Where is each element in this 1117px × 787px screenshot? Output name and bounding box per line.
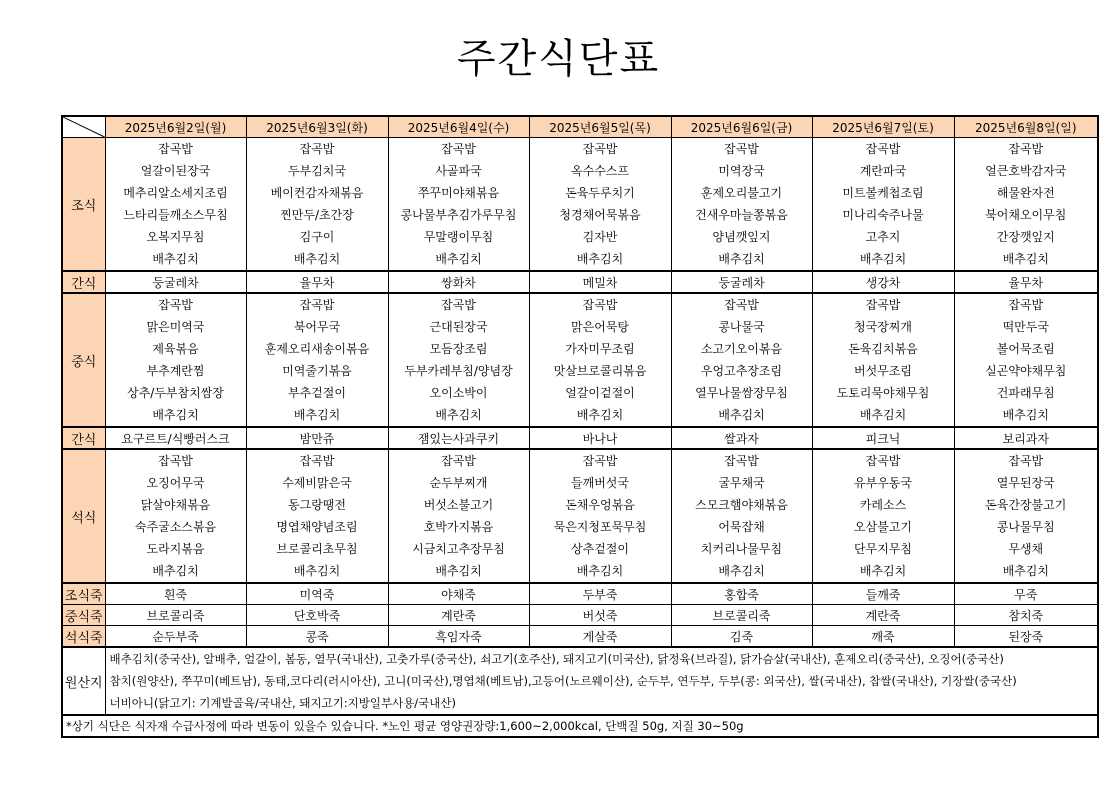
menu-item: 배추김치	[718, 408, 765, 422]
date-header: 2025년6월4일(수)	[388, 116, 529, 138]
menu-item: 오이소박이	[429, 386, 488, 400]
menu-item: 쌀과자	[671, 427, 812, 449]
menu-item: 옥수수스프	[571, 164, 629, 178]
menu-item: 메추리알소세지조림	[123, 186, 228, 200]
menu-item: 미트볼케첩조림	[842, 186, 924, 200]
menu-item: 배추김치	[435, 252, 482, 266]
menu-item: 쭈꾸미야채볶음	[417, 186, 500, 200]
row-label: 간식	[62, 271, 105, 293]
menu-item: 돈육김치볶음	[848, 342, 918, 356]
weekly-menu-table	[61, 115, 1099, 738]
menu-item: 잡곡밥	[1008, 142, 1044, 156]
menu-item: 율무차	[954, 271, 1098, 293]
menu-item: 배추김치	[859, 564, 907, 578]
menu-item: 근대된장국	[429, 320, 488, 334]
menu-item: 잡곡밥	[441, 142, 476, 156]
menu-item: 배추김치	[576, 408, 624, 422]
menu-item: 계란파국	[859, 164, 907, 178]
menu-item: 배추김치	[152, 252, 199, 266]
menu-item: 시금치고추장무침	[412, 542, 505, 556]
menu-item: 도라지볶음	[146, 542, 205, 556]
menu-item: 우엉고추장조림	[700, 364, 783, 378]
menu-item: 간장깻잎지	[996, 230, 1055, 244]
menu-item: 잡곡밥	[441, 454, 476, 468]
day-menu-cell	[812, 293, 954, 427]
menu-item: 오징어무국	[146, 476, 205, 490]
menu-item: 베이컨감자채볶음	[270, 186, 364, 200]
meal-label: 석식	[62, 449, 105, 583]
menu-item: 배추김치	[576, 252, 624, 266]
day-menu-cell	[954, 138, 1098, 272]
menu-item: 볼어묵조림	[996, 342, 1055, 356]
menu-item: 얼갈이된장국	[140, 164, 211, 178]
menu-item: 잡곡밥	[1008, 454, 1044, 468]
origin-label: 원산지	[62, 647, 105, 715]
day-menu-cell	[388, 293, 529, 427]
menu-item: 쌍화차	[388, 271, 529, 293]
day-menu-cell	[671, 293, 812, 427]
header-row	[62, 116, 1098, 138]
date-header: 2025년6월2일(월)	[105, 116, 246, 138]
footnote: *상기 식단은 식자재 수급사정에 따라 변동이 있을수 있습니다. *노인 평균 영양권장량:1,600~2,000kcal, 단백질 50g, 지질 30~50g	[62, 715, 1098, 737]
menu-item: 순두부찌개	[429, 476, 488, 490]
menu-item: 콩나물무침	[996, 520, 1055, 534]
menu-item: 잡곡밥	[865, 454, 901, 468]
menu-item: 건파래무침	[996, 386, 1055, 400]
menu-item: 콩나물국	[718, 320, 765, 334]
menu-item: 버섯죽	[529, 605, 671, 626]
menu-item: 미나리숙주나물	[842, 208, 924, 222]
menu-item: 묵은지청포묵무침	[553, 520, 647, 534]
origin-text	[105, 647, 1098, 715]
menu-item: 두부김치국	[288, 164, 346, 178]
menu-item: 상추겉절이	[571, 542, 629, 556]
menu-item: 열무된장국	[996, 476, 1055, 490]
meal-row-breakfast	[62, 138, 1098, 272]
menu-item: 찐만두/초간장	[280, 208, 354, 222]
corner-cell	[62, 116, 105, 138]
menu-item: 수제비맑은국	[282, 476, 352, 490]
menu-item: 버섯무조림	[854, 364, 912, 378]
menu-item: 참치죽	[954, 605, 1098, 626]
menu-item: 브로콜리죽	[671, 605, 812, 626]
menu-item: 잡곡밥	[158, 298, 193, 312]
diagonal-line-icon	[63, 117, 105, 137]
day-menu-cell	[246, 293, 388, 427]
menu-item: 소고기오이볶음	[700, 342, 783, 356]
menu-item: 보리과자	[954, 427, 1098, 449]
menu-item: 맛살브로콜리볶음	[553, 364, 647, 378]
menu-item: 떡만두국	[1002, 320, 1049, 334]
menu-item: 맑은미역국	[146, 320, 205, 334]
menu-item: 미역죽	[246, 583, 388, 605]
day-menu-cell	[529, 449, 671, 583]
page-title: 주간식단표	[456, 36, 661, 82]
menu-item: 요구르트/식빵러스크	[105, 427, 246, 449]
menu-item: 양념깻잎지	[712, 230, 771, 244]
date-header: 2025년6월7일(토)	[812, 116, 954, 138]
menu-item: 실곤약야채무침	[985, 364, 1067, 378]
menu-item: 배추김치	[1002, 408, 1049, 422]
day-menu-cell	[105, 138, 246, 272]
menu-item: 도토리묵야채무침	[836, 386, 930, 400]
menu-item: 제육볶음	[152, 342, 199, 356]
menu-item: 잡곡밥	[724, 298, 759, 312]
menu-item: 사골파국	[435, 164, 482, 178]
meal-row-dinner	[62, 449, 1098, 583]
menu-item: 상추/두부참치쌈장	[127, 386, 224, 400]
menu-item: 무생채	[1008, 542, 1044, 556]
menu-item: 콩나물부추김가루무침	[400, 208, 517, 222]
menu-item: 모듬장조림	[429, 342, 488, 356]
menu-item: 버섯소불고기	[423, 498, 494, 512]
menu-item: 잡곡밥	[299, 298, 335, 312]
menu-item: 잡곡밥	[158, 454, 193, 468]
origin-line: 배추김치(중국산), 알배추, 얼갈이, 봄동, 열무(국내산), 고춧가루(중국산), 쇠고기(호주산), 돼지고기(미국산), 닭정육(브라질), 닭가슴살(국내산), 훈제오리(중국산), 오징어(중국산)	[109, 652, 1004, 666]
day-menu-cell	[954, 293, 1098, 427]
menu-item: 열무나물쌈장무침	[695, 386, 788, 400]
menu-item: 얼큰호박감자국	[985, 164, 1067, 178]
menu-item: 맑은어묵탕	[571, 320, 629, 334]
menu-item: 두부카레부침/양념장	[404, 364, 513, 378]
menu-item: 순두부죽	[105, 626, 246, 648]
menu-item: 호박가지볶음	[423, 520, 494, 534]
menu-item: 게살죽	[529, 626, 671, 648]
menu-item: 브로콜리죽	[105, 605, 246, 626]
menu-item: 미역줄기볶음	[282, 364, 352, 378]
menu-item: 훈제오리불고기	[700, 186, 783, 200]
menu-item: 잼있는사과쿠키	[388, 427, 529, 449]
menu-item: 흑임자죽	[388, 626, 529, 648]
day-menu-cell	[105, 293, 246, 427]
menu-item: 부추겉절이	[288, 386, 346, 400]
menu-item: 잡곡밥	[158, 142, 193, 156]
day-menu-cell	[812, 449, 954, 583]
menu-item: 배추김치	[293, 564, 341, 578]
day-menu-cell	[105, 449, 246, 583]
menu-item: 계란죽	[388, 605, 529, 626]
menu-item: 둥굴레차	[105, 271, 246, 293]
menu-item: 배추김치	[435, 408, 482, 422]
menu-item: 유부우동국	[854, 476, 912, 490]
menu-item: 돈채우엉볶음	[565, 498, 635, 512]
menu-item: 홍합죽	[671, 583, 812, 605]
menu-item: 배추김치	[1002, 252, 1049, 266]
menu-item: 청경채어묵볶음	[559, 208, 641, 222]
origin-line: 너비아니(닭고기: 기계발골육/국내산, 돼지고기:지방일부사용/국내산)	[109, 696, 456, 710]
menu-item: 부추계란찜	[146, 364, 205, 378]
menu-item: 가자미무조림	[565, 342, 635, 356]
menu-item: 고추지	[865, 230, 901, 244]
menu-item: 단호박죽	[246, 605, 388, 626]
menu-item: 잡곡밥	[299, 454, 335, 468]
menu-item: 배추김치	[1002, 564, 1049, 578]
menu-item: 두부죽	[529, 583, 671, 605]
row-porridge_breakfast	[62, 583, 1098, 605]
menu-item: 들깨버섯국	[571, 476, 629, 490]
meal-label: 조식	[62, 138, 105, 272]
meal-row-lunch	[62, 293, 1098, 427]
day-menu-cell	[246, 138, 388, 272]
date-header: 2025년6월5일(목)	[529, 116, 671, 138]
menu-item: 배추김치	[718, 564, 765, 578]
row-snack1	[62, 271, 1098, 293]
day-menu-cell	[812, 138, 954, 272]
origin-row	[62, 647, 1098, 715]
menu-item: 돈육간장불고기	[985, 498, 1067, 512]
menu-item: 무말랭이무침	[423, 230, 494, 244]
menu-item: 잡곡밥	[441, 298, 476, 312]
day-menu-cell	[529, 138, 671, 272]
menu-item: 잡곡밥	[299, 142, 335, 156]
row-label: 간식	[62, 427, 105, 449]
row-label: 석식죽	[62, 626, 105, 648]
menu-item: 카레소스	[859, 498, 907, 512]
note-row	[62, 715, 1098, 737]
menu-item: 북어무국	[293, 320, 341, 334]
menu-item: 생강차	[812, 271, 954, 293]
menu-item: 잡곡밥	[582, 298, 618, 312]
day-menu-cell	[529, 293, 671, 427]
day-menu-cell	[671, 449, 812, 583]
menu-item: 흰죽	[105, 583, 246, 605]
menu-item: 콩죽	[246, 626, 388, 648]
menu-item: 밤만쥬	[246, 427, 388, 449]
menu-item: 숙주굴소스볶음	[134, 520, 217, 534]
menu-item: 오삼불고기	[854, 520, 912, 534]
menu-item: 김죽	[671, 626, 812, 648]
meal-label: 중식	[62, 293, 105, 427]
row-snack2	[62, 427, 1098, 449]
date-header: 2025년6월3일(화)	[246, 116, 388, 138]
menu-item: 잡곡밥	[724, 454, 759, 468]
menu-item: 명엽채양념조림	[276, 520, 358, 534]
menu-item: 김구이	[299, 230, 335, 244]
menu-item: 북어채오이무침	[985, 208, 1067, 222]
date-header: 2025년6월8일(일)	[954, 116, 1098, 138]
menu-item: 브로콜리초무침	[276, 542, 358, 556]
menu-item: 돈육두루치기	[565, 186, 635, 200]
menu-item: 계란죽	[812, 605, 954, 626]
day-menu-cell	[954, 449, 1098, 583]
menu-item: 동그랑땡전	[288, 498, 346, 512]
menu-item: 배추김치	[293, 252, 341, 266]
day-menu-cell	[246, 449, 388, 583]
menu-item: 율무차	[246, 271, 388, 293]
menu-item: 배추김치	[435, 564, 482, 578]
menu-item: 깨죽	[812, 626, 954, 648]
menu-item: 배추김치	[293, 408, 341, 422]
menu-item: 잡곡밥	[582, 142, 618, 156]
menu-item: 배추김치	[718, 252, 765, 266]
menu-item: 청국장찌개	[854, 320, 912, 334]
menu-item: 잡곡밥	[582, 454, 618, 468]
menu-item: 야채죽	[388, 583, 529, 605]
menu-item: 잡곡밥	[1008, 298, 1044, 312]
menu-item: 미역장국	[718, 164, 765, 178]
menu-item: 어묵잡채	[718, 520, 765, 534]
menu-item: 닭살야채볶음	[140, 498, 211, 512]
date-header: 2025년6월6일(금)	[671, 116, 812, 138]
row-porridge_lunch	[62, 605, 1098, 626]
menu-item: 들깨죽	[812, 583, 954, 605]
menu-item: 바나나	[529, 427, 671, 449]
row-porridge_dinner	[62, 626, 1098, 648]
menu-item: 얼갈이겉절이	[565, 386, 635, 400]
row-label: 중식죽	[62, 605, 105, 626]
menu-item: 메밀차	[529, 271, 671, 293]
menu-item: 피크닉	[812, 427, 954, 449]
day-menu-cell	[388, 138, 529, 272]
menu-item: 배추김치	[152, 408, 199, 422]
menu-item: 잡곡밥	[865, 142, 901, 156]
menu-item: 된장죽	[954, 626, 1098, 648]
menu-item: 배추김치	[859, 408, 907, 422]
menu-item: 치커리나물무침	[700, 542, 783, 556]
menu-item: 단무지무침	[854, 542, 912, 556]
day-menu-cell	[388, 449, 529, 583]
menu-item: 배추김치	[576, 564, 624, 578]
menu-item: 해물완자전	[996, 186, 1055, 200]
menu-item: 무죽	[954, 583, 1098, 605]
menu-item: 잡곡밥	[724, 142, 759, 156]
menu-item: 오복지무침	[146, 230, 205, 244]
row-label: 조식죽	[62, 583, 105, 605]
origin-line: 참치(원양산), 쭈꾸미(베트남), 동태,코다리(러시아산), 고니(미국산),명엽채(베트남),고등어(노르웨이산), 순두부, 연두부, 두부(콩: 외국산), 쌀(국내산), 찹쌀(국내산), 기장쌀(중국산)	[109, 674, 1017, 688]
menu-item: 훈제오리새송이볶음	[264, 342, 370, 356]
menu-item: 굴무채국	[718, 476, 765, 490]
menu-item: 잡곡밥	[865, 298, 901, 312]
menu-item: 배추김치	[152, 564, 199, 578]
menu-item: 건새우마늘쫑볶음	[695, 208, 788, 222]
day-menu-cell	[671, 138, 812, 272]
menu-item: 김자반	[582, 230, 618, 244]
menu-item: 배추김치	[859, 252, 907, 266]
menu-item: 스모크햄야채볶음	[695, 498, 788, 512]
menu-item: 둥굴레차	[671, 271, 812, 293]
menu-item: 느타리들깨소스무침	[123, 208, 228, 222]
